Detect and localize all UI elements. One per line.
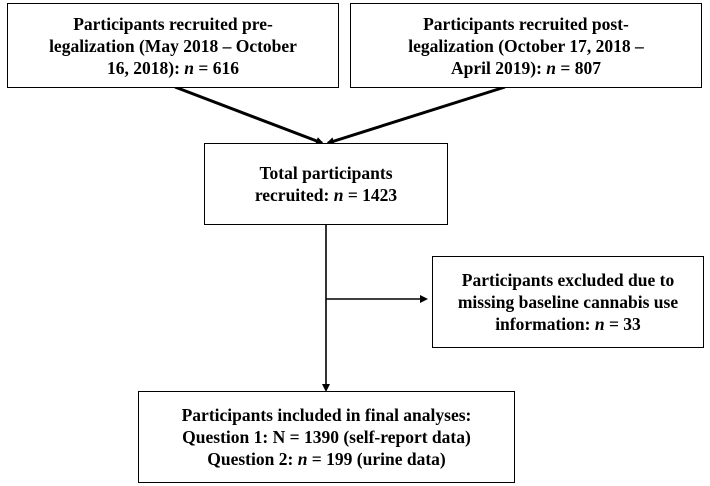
- excluded-line-2: missing baseline cannabis use: [457, 292, 679, 312]
- pre-line-2: legalization (May 2018 – October: [49, 35, 297, 56]
- pre-line-3: 16, 2018): n = 616: [107, 57, 239, 78]
- final-line-3: Question 2: n = 199 (urine data): [207, 449, 446, 469]
- post-legalization-box: [350, 3, 702, 88]
- pre-legalization-box: [7, 3, 339, 88]
- final-analyses-box: [138, 391, 515, 483]
- final-line-2: Question 1: N = 1390 (self-report data): [182, 427, 471, 447]
- total-participants-box: [204, 143, 448, 225]
- final-line-1: Participants included in final analyses:: [181, 405, 472, 425]
- excluded-participants-box: [432, 256, 704, 348]
- post-line-2: legalization (October 17, 2018 –: [408, 35, 644, 56]
- total-line-1: Total participants: [259, 163, 393, 183]
- post-line-1: Participants recruited post-: [423, 13, 629, 34]
- total-line-2: recruited: n = 1423: [254, 185, 398, 205]
- pre-line-1: Participants recruited pre-: [73, 13, 273, 34]
- arrow-pre-to-total: [175, 87, 322, 143]
- excluded-line-3: information: n = 33: [495, 314, 641, 334]
- post-line-3: April 2019): n = 807: [451, 57, 601, 78]
- arrow-post-to-total: [328, 87, 505, 143]
- excluded-line-1: Participants excluded due to: [461, 270, 675, 290]
